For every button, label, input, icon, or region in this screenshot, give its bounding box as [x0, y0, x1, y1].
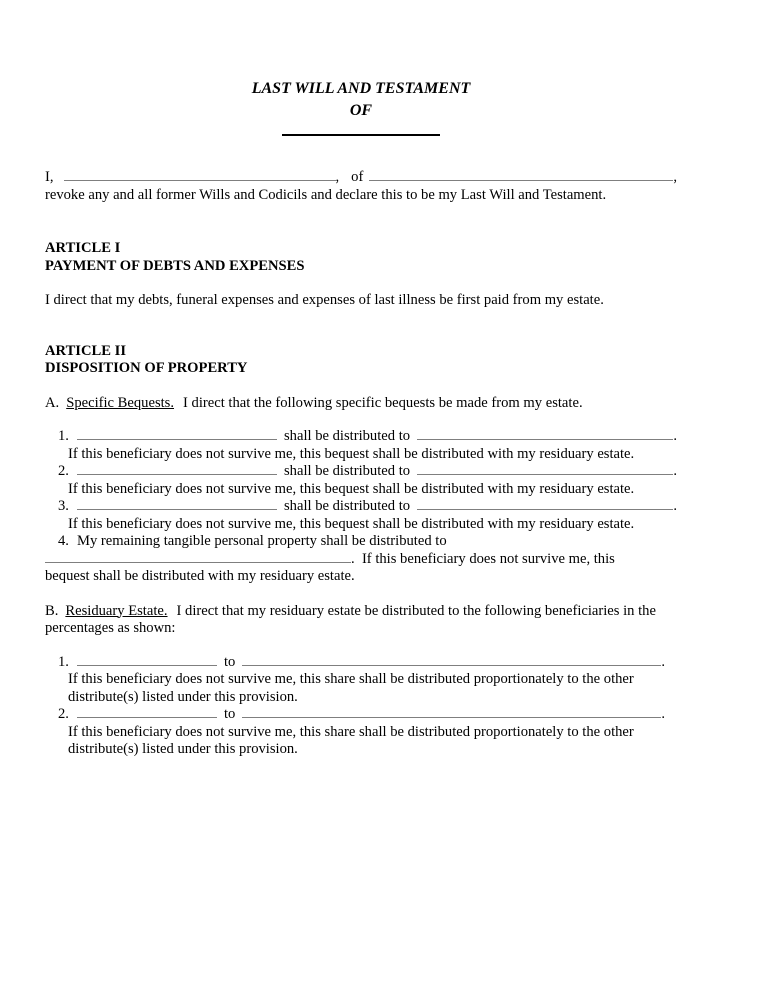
opening-line2: revoke any and all former Wills and Codicils and declare this to be my Last Will and Testament. — [45, 186, 607, 203]
bequest-item-2-mid-text: shall be distributed to — [284, 463, 411, 479]
share-item-1-beneficiary-field[interactable] — [242, 665, 661, 666]
share-item-1-percentage-field[interactable] — [77, 665, 217, 666]
bequest-item-1-property-field[interactable] — [77, 439, 277, 440]
share-item-1-period: . — [661, 653, 665, 670]
section-b-heading-line1 — [45, 603, 677, 621]
share-item-2-percentage-field[interactable] — [77, 717, 217, 718]
bequest-item-2-number: 2. — [58, 463, 69, 479]
bequest-item-3-beneficiary-field[interactable] — [417, 509, 673, 510]
share-item-2 — [45, 706, 677, 759]
bequest-item-3-note: If this beneficiary does not survive me, this bequest shall be distributed with my residuary estate. — [68, 515, 635, 532]
opening-comma: , — [335, 169, 340, 185]
article-ii-heading-line1: ARTICLE II — [45, 342, 126, 359]
testator-residence-field[interactable] — [369, 180, 673, 181]
bequest-item-2-period: . — [673, 463, 677, 479]
opening-trailing-comma: , — [673, 169, 677, 185]
section-a-heading — [45, 395, 677, 413]
testator-name-field[interactable] — [64, 180, 336, 181]
bequest-item-3-mid-text: shall be distributed to — [284, 498, 411, 514]
article-ii-heading-line2: DISPOSITION OF PROPERTY — [45, 360, 248, 376]
article-i-heading-line1: ARTICLE I — [45, 240, 121, 256]
article-i-heading — [45, 240, 677, 275]
section-b-label: B. — [45, 602, 59, 619]
bequest-item-1-line — [45, 428, 677, 446]
bequest-item-4-text: My remaining tangible personal property shall be distributed to — [77, 533, 447, 549]
bequest-item-4-line1 — [45, 533, 677, 551]
bequest-item-4-line3: bequest shall be distributed with my residuary estate. — [45, 568, 355, 584]
bequest-item-3 — [45, 498, 677, 533]
bequest-item-1 — [45, 428, 677, 463]
opening-paragraph — [45, 169, 677, 204]
specific-bequests-list — [45, 428, 677, 586]
bequest-item-3-line — [45, 498, 677, 516]
document-title-line2: OF — [349, 102, 373, 119]
bequest-item-1-number: 1. — [58, 428, 69, 444]
share-item-2-note-line1: If this beneficiary does not survive me, this share shall be distributed proportionately to the other — [68, 723, 634, 740]
bequest-item-2 — [45, 463, 677, 498]
section-a-intro: I direct that the following specific bequests be made from my estate. — [183, 394, 583, 411]
bequest-item-2-line — [45, 463, 677, 481]
document-title-line1: LAST WILL AND TESTAMENT — [251, 80, 471, 97]
bequest-item-3-period: . — [673, 498, 677, 514]
opening-pronoun: I, — [45, 169, 54, 185]
share-item-2-note-line2: distribute(s) listed under this provision. — [68, 741, 298, 757]
share-item-1-note-line1: If this beneficiary does not survive me, this share shall be distributed proportionately to the other — [68, 671, 634, 687]
section-b-title: Residuary Estate. — [65, 602, 168, 619]
bequest-item-2-note: If this beneficiary does not survive me, this bequest shall be distributed with my residuary estate. — [68, 480, 635, 497]
article-i-heading-line2: PAYMENT OF DEBTS AND EXPENSES — [45, 257, 305, 274]
share-item-2-line — [45, 706, 665, 724]
share-item-2-beneficiary-field[interactable] — [242, 717, 661, 718]
share-item-1-note-line2: distribute(s) listed under this provision. — [68, 688, 298, 705]
share-item-2-number: 2. — [58, 706, 69, 722]
residuary-shares-list — [45, 654, 677, 759]
bequest-item-1-mid-text: shall be distributed to — [284, 428, 411, 444]
section-b-heading — [45, 603, 677, 638]
share-item-1-line — [45, 654, 665, 672]
bequest-item-2-property-field[interactable] — [77, 474, 277, 475]
share-item-1-number: 1. — [58, 653, 69, 670]
bequest-item-4-line2 — [45, 551, 677, 569]
bequest-item-4-beneficiary-field[interactable] — [45, 562, 351, 563]
testator-name-blank[interactable] — [282, 134, 440, 136]
bequest-item-4-after-blank: . If this beneficiary does not survive me, this — [351, 550, 615, 567]
bequest-item-1-note: If this beneficiary does not survive me, this bequest shall be distributed with my residuary estate. — [68, 445, 635, 462]
section-a-title: Specific Bequests. — [66, 394, 175, 411]
bequest-item-2-beneficiary-field[interactable] — [417, 474, 673, 475]
document-title — [45, 78, 677, 122]
bequest-item-4-number: 4. — [58, 533, 69, 549]
share-item-1 — [45, 654, 677, 707]
section-a-label: A. — [45, 394, 60, 411]
share-item-2-mid-text: to — [224, 706, 236, 722]
bequest-item-1-period: . — [673, 428, 677, 444]
article-ii-heading — [45, 343, 677, 378]
bequest-item-1-beneficiary-field[interactable] — [417, 439, 673, 440]
opening-of-label: of — [351, 169, 364, 185]
bequest-item-3-property-field[interactable] — [77, 509, 277, 510]
article-i-body: I direct that my debts, funeral expenses and expenses of last illness be first paid from my estate. — [45, 292, 604, 308]
section-b-intro-line2: percentages as shown: — [45, 620, 176, 636]
section-b-intro-line1: I direct that my residuary estate be distributed to the following beneficiaries in the — [176, 602, 656, 619]
opening-line1 — [45, 169, 677, 187]
share-item-1-mid-text: to — [224, 653, 236, 670]
bequest-item-3-number: 3. — [58, 498, 69, 514]
share-item-2-period: . — [661, 706, 665, 722]
bequest-item-4 — [45, 533, 677, 586]
